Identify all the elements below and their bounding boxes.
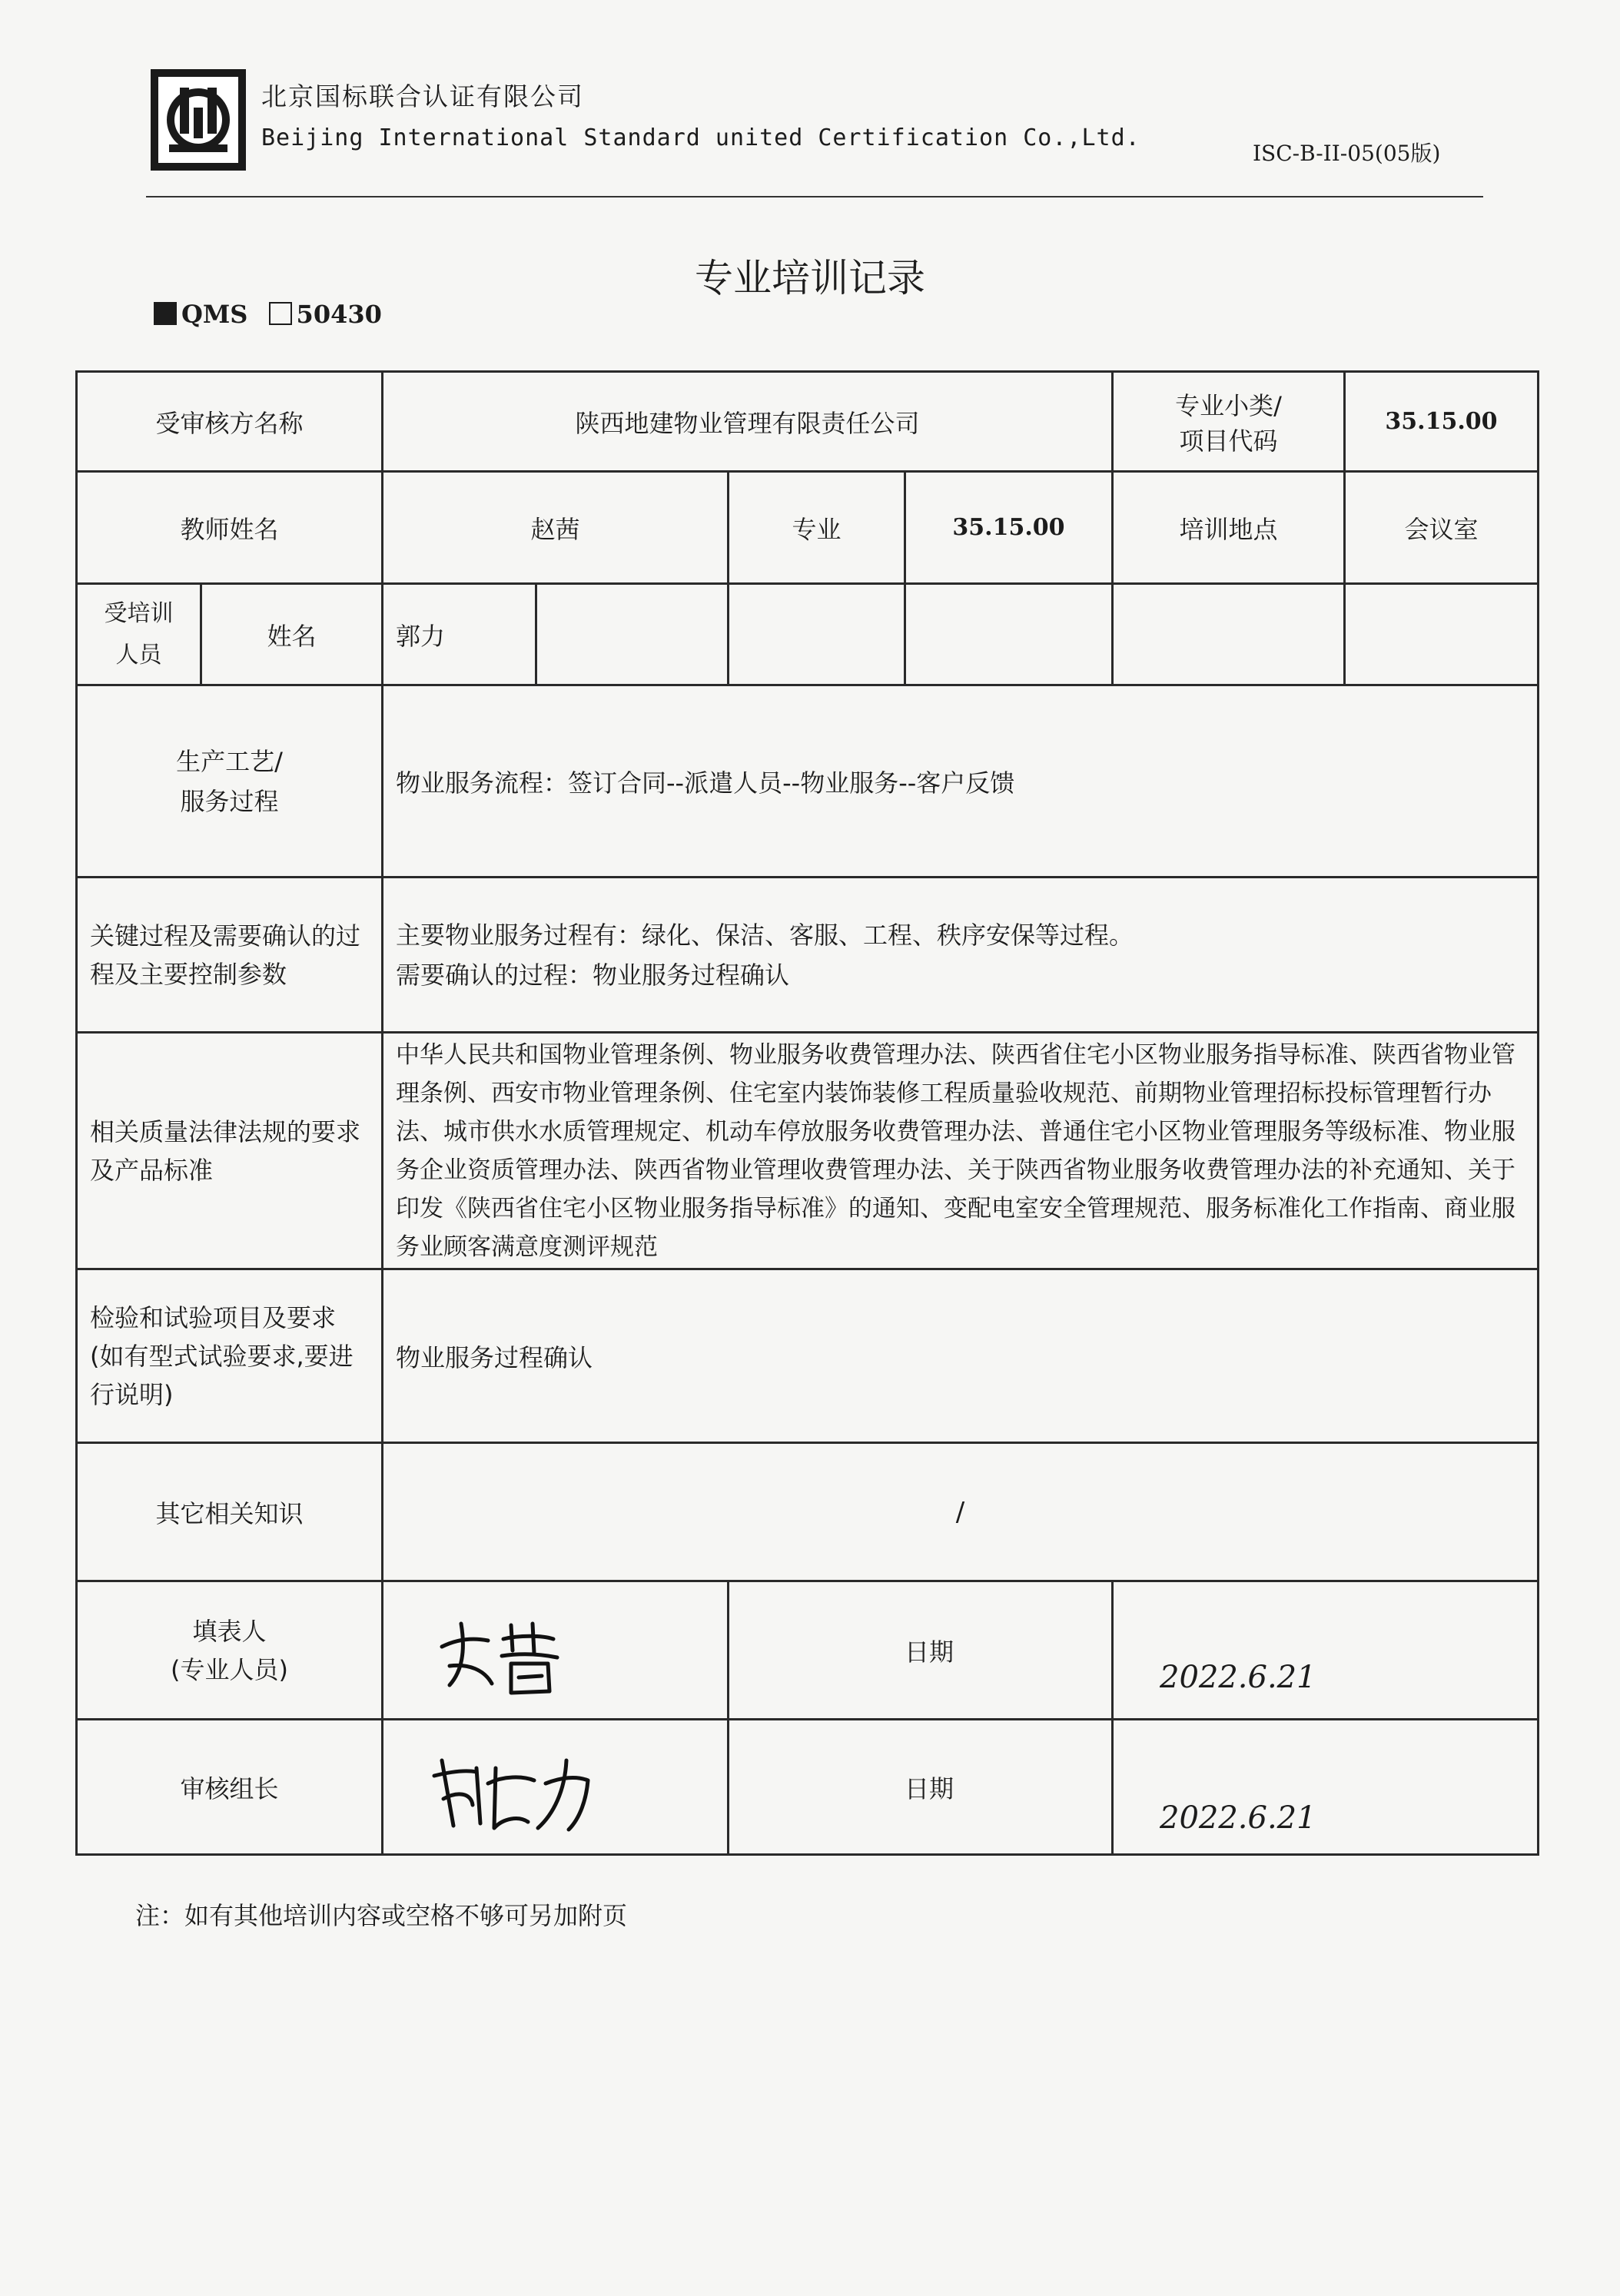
category-label — [1113, 372, 1345, 472]
filler-date-value — [1113, 1581, 1539, 1720]
other-knowledge-label: 其它相关知识 — [77, 1443, 383, 1581]
page-title: 专业培训记录 — [695, 256, 925, 300]
trainee-empty-cell — [729, 584, 905, 685]
category-label-line1: 专业小类/ — [1175, 390, 1282, 420]
header-divider — [146, 196, 1483, 197]
table-row — [77, 1581, 1539, 1720]
trainee-label-line1: 受培训 — [104, 599, 174, 627]
qms-label: QMS — [181, 300, 248, 329]
trainee-name-value: 郭力 — [383, 584, 536, 685]
category-label-line2: 项目代码 — [1179, 426, 1278, 456]
trainee-label-line2: 人员 — [115, 641, 162, 669]
table-row — [77, 472, 1539, 584]
leader-label: 审核组长 — [77, 1720, 383, 1855]
teacher-value: 赵茜 — [383, 472, 729, 584]
filler-label-line2: (专业人员) — [171, 1654, 288, 1684]
training-record-table — [75, 370, 1539, 1856]
key-process-line2: 需要确认的过程：物业服务过程确认 — [396, 960, 790, 990]
leader-date-label: 日期 — [729, 1720, 1113, 1855]
leader-date-text: 2022.6.21 — [1160, 1800, 1316, 1836]
trainee-empty-cell — [536, 584, 729, 685]
filler-date-text: 2022.6.21 — [1160, 1659, 1316, 1695]
key-process-label: 关键过程及需要确认的过程及主要控制参数 — [77, 878, 383, 1033]
footnote: 注：如有其他培训内容或空格不够可另加附页 — [135, 1901, 628, 1930]
qms-checkbox[interactable] — [154, 302, 177, 325]
company-name-en: Beijing International Standard united Certification Co.,Ltd. — [261, 124, 1140, 151]
filler-signature — [396, 1593, 711, 1708]
trainee-label — [77, 584, 201, 685]
laws-value: 中华人民共和国物业管理条例、物业服务收费管理办法、陕西省住宅小区物业服务指导标准、陕西省物业管理条例、西安市物业管理条例、住宅室内装饰装修工程质量验收规范、前期物业管理招标投标管理暂行办法、城市供水水质管理规定、机动车停放服务收费管理办法、普通住宅小区物业管理服务等级标准、物业服务企业资质管理办法、陕西省物业管理收费管理办法、关于陕西省物业服务收费管理办法的补充通知、关于印发《陕西省住宅小区物业服务指导标准》的通知、变配电室安全管理规范、服务标准化工作指南、商业服务业顾客满意度测评规范 — [383, 1033, 1539, 1269]
table-row — [77, 685, 1539, 878]
filler-label-line1: 填表人 — [192, 1616, 267, 1646]
filler-label — [77, 1581, 383, 1720]
trainee-empty-cell — [1345, 584, 1539, 685]
specialty-label: 专业 — [729, 472, 905, 584]
process-value: 物业服务流程：签订合同--派遣人员--物业服务--客户反馈 — [383, 685, 1539, 878]
trainee-empty-cell — [905, 584, 1113, 685]
table-row — [77, 1269, 1539, 1443]
process-label-line1: 生产工艺/ — [176, 746, 283, 776]
table-row — [77, 584, 1539, 685]
table-row — [77, 878, 1539, 1033]
specialty-value: 35.15.00 — [905, 472, 1113, 584]
company-logo — [151, 69, 246, 171]
inspection-value: 物业服务过程确认 — [383, 1269, 1539, 1443]
leader-signature-cell — [383, 1720, 729, 1855]
process-label-line2: 服务过程 — [180, 786, 279, 816]
company-name-cn: 北京国标联合认证有限公司 — [261, 81, 584, 111]
other-standard-checkbox[interactable] — [269, 302, 292, 325]
table-row — [77, 1720, 1539, 1855]
leader-date-value — [1113, 1720, 1539, 1855]
other-standard-label: 50430 — [296, 300, 382, 329]
document-code: ISC-B-II-05(05版) — [1253, 141, 1441, 166]
location-label: 培训地点 — [1113, 472, 1345, 584]
category-value: 35.15.00 — [1345, 372, 1539, 472]
trainee-empty-cell — [1113, 584, 1345, 685]
filler-date-label: 日期 — [729, 1581, 1113, 1720]
inspection-label: 检验和试验项目及要求(如有型式试验要求,要进行说明) — [77, 1269, 383, 1443]
standard-checkboxes — [154, 300, 382, 329]
leader-signature — [396, 1730, 711, 1845]
trainee-name-label: 姓名 — [201, 584, 383, 685]
key-process-line1: 主要物业服务过程有：绿化、保洁、客服、工程、秩序安保等过程。 — [396, 920, 1134, 950]
laws-label: 相关质量法律法规的要求及产品标准 — [77, 1033, 383, 1269]
auditee-value: 陕西地建物业管理有限责任公司 — [383, 372, 1113, 472]
table-row — [77, 1443, 1539, 1581]
table-row — [77, 1033, 1539, 1269]
teacher-label: 教师姓名 — [77, 472, 383, 584]
table-row — [77, 372, 1539, 472]
filler-signature-cell — [383, 1581, 729, 1720]
location-value: 会议室 — [1345, 472, 1539, 584]
process-label — [77, 685, 383, 878]
other-knowledge-value: / — [383, 1443, 1539, 1581]
logo-mark-icon — [158, 77, 238, 163]
auditee-label: 受审核方名称 — [77, 372, 383, 472]
key-process-value — [383, 878, 1539, 1033]
